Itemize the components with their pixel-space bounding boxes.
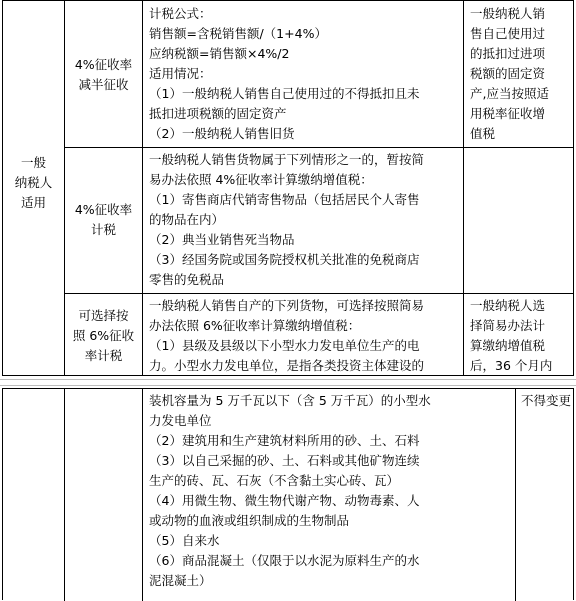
note-cell-halved xyxy=(470,4,573,147)
content-line: （2）典当业销售死当物品 xyxy=(149,232,295,247)
content-line: （6）商品混凝土（仅限于以水泥为原料生产的水 xyxy=(149,553,420,568)
content-line: 一般纳税人销售货物属于下列情形之一的，暂按简 xyxy=(149,152,425,167)
note-line: 一般纳税人选 xyxy=(470,298,546,313)
table-page-1 xyxy=(2,0,574,376)
content-line: （3）经国务院或国务院授权机关批准的免税商店 xyxy=(149,252,420,267)
taxpayer-type-line: 纳税人 xyxy=(14,175,53,190)
content-line: 一般纳税人销售自产的下列货物，可选择按照简易 xyxy=(149,298,425,313)
content-line: 力发电单位 xyxy=(149,413,212,428)
content-line: （4）用微生物、微生物代谢产物、动物毒素、人 xyxy=(149,493,420,508)
column-divider xyxy=(142,389,143,601)
column-divider xyxy=(142,1,143,377)
content-line: 装机容量为 5 万千瓦以下（含 5 万千瓦）的小型水 xyxy=(149,393,431,408)
content-line: 办法依照 6%征收率计算缴纳增值税： xyxy=(149,318,361,333)
page-break-line xyxy=(0,385,576,386)
content-line: 计税公式： xyxy=(149,6,212,21)
content-cell-4pct xyxy=(149,150,461,293)
note-line: 不得变更 xyxy=(521,393,572,408)
content-line: （2）建筑用和生产建筑材料所用的砂、土、石料 xyxy=(149,433,420,448)
note-line: 一般纳税人销 xyxy=(470,6,546,21)
method-line: 4%征收率 xyxy=(74,202,133,217)
content-line: 易办法依照 4%征收率计算缴纳增值税： xyxy=(149,172,373,187)
method-cell-4pct xyxy=(65,148,142,293)
method-line: 可选择按 xyxy=(78,308,129,323)
content-line: 或动物的血液或组织制成的生物制品 xyxy=(149,513,350,528)
content-line: 力。小型水力发电单位，是指各类投资主体建设的 xyxy=(149,358,425,373)
column-divider xyxy=(463,1,464,377)
content-line: 适用情况： xyxy=(149,66,212,81)
method-cell-halved xyxy=(65,1,142,147)
content-line: （1）寄售商店代销寄售物品（包括居民个人寄售 xyxy=(149,192,420,207)
content-line: 生产的砖、瓦、石灰（不含黏土实心砖、瓦） xyxy=(149,473,400,488)
column-divider xyxy=(515,389,516,601)
note-cell-6pct xyxy=(470,296,573,377)
method-line: 4%征收率 xyxy=(74,57,133,72)
content-line: （1）县级及县级以下小型水力发电单位生产的电 xyxy=(149,338,420,353)
note-line: 税额的固定资 xyxy=(470,66,546,81)
note-line: 值税 xyxy=(470,126,496,141)
content-line: 销售额=含税销售额/（1+4%） xyxy=(149,26,327,41)
content-line: （2）一般纳税人销售旧货 xyxy=(149,126,295,141)
note-line: 产,应当按照适 xyxy=(470,86,549,101)
note-cell-continued xyxy=(521,391,573,601)
content-line: 泥混凝土） xyxy=(149,573,212,588)
content-line: 零售的免税品 xyxy=(149,272,225,287)
column-divider xyxy=(64,389,65,601)
content-line: 的物品在内） xyxy=(149,212,225,227)
content-line: （3）以自己采掘的砂、土、石料或其他矿物连续 xyxy=(149,453,420,468)
method-line: 计税 xyxy=(90,222,116,237)
table-page-2 xyxy=(2,388,574,600)
taxpayer-type-line: 一般 xyxy=(20,155,46,170)
content-cell-6pct xyxy=(149,296,461,377)
method-cell-6pct xyxy=(65,294,142,377)
method-line: 照 6%征收 xyxy=(72,328,135,343)
content-line: 抵扣进项税额的固定资产 xyxy=(149,106,287,121)
page-break-gap xyxy=(0,376,576,388)
note-line: 用税率征收增 xyxy=(470,106,546,121)
content-line: 应纳税额=销售额×4%/2 xyxy=(149,46,290,61)
note-line: 择简易办法计 xyxy=(470,318,546,333)
page-break-line xyxy=(0,379,576,380)
note-line: 后，36 个月内 xyxy=(470,358,553,373)
taxpayer-type-cell xyxy=(3,1,64,377)
method-line: 减半征收 xyxy=(78,77,129,92)
note-line: 算缴纳增值税 xyxy=(470,338,546,353)
note-line: 的抵扣过进项 xyxy=(470,46,546,61)
content-cell-halved xyxy=(149,4,461,147)
content-line: （5）自来水 xyxy=(149,533,220,548)
note-cell-4pct-empty xyxy=(470,150,573,293)
note-line: 售自己使用过 xyxy=(470,26,546,41)
method-line: 率计税 xyxy=(84,348,123,363)
content-line: （1）一般纳税人销售自己使用过的不得抵扣且未 xyxy=(149,86,420,101)
content-cell-continued xyxy=(149,391,513,601)
taxpayer-type-line: 适用 xyxy=(20,195,46,210)
